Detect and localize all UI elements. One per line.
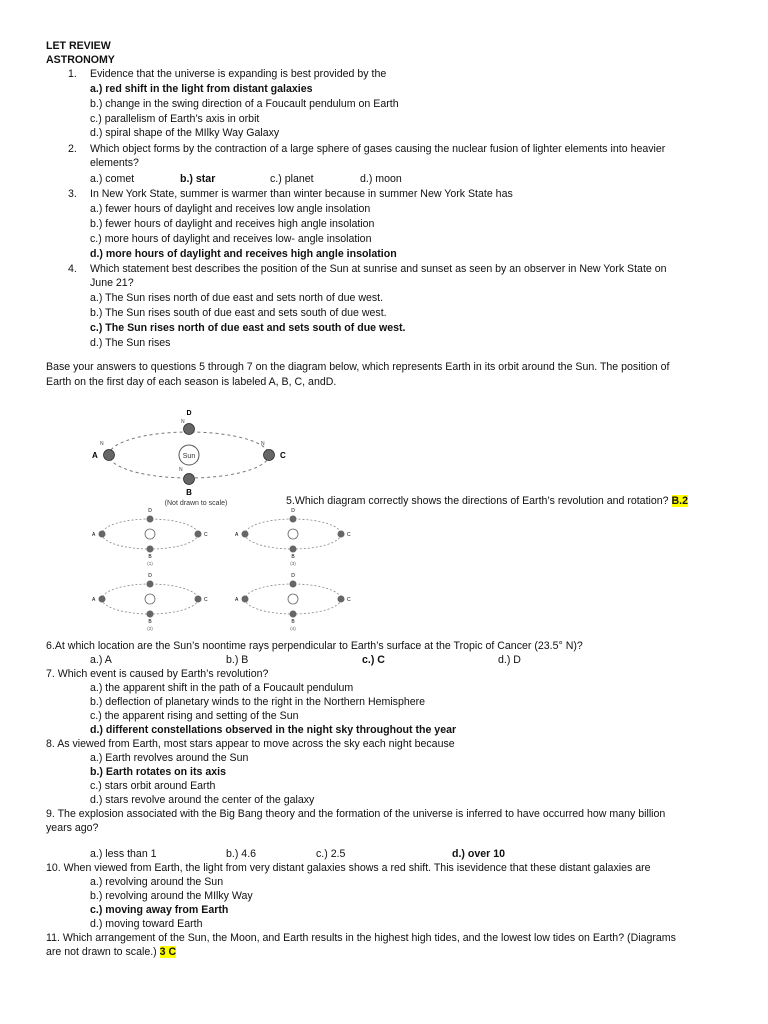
q9-stem: 9. The explosion associated with the Big Bang theory and the formation of the universe is inferred to have occurred how many billion xyxy=(46,808,666,820)
q8-option-d: d.) stars revolve around the center of the galaxy xyxy=(90,794,315,806)
option-diagram-2 xyxy=(90,570,220,632)
q3-option-c: c.) more hours of daylight and receives low- angle insolation xyxy=(90,233,372,245)
opt3-label-c: C xyxy=(347,532,351,538)
q3-stem: In New York State, summer is warmer than winter because in summer New York State has xyxy=(90,188,513,200)
opt1-label-c: C xyxy=(204,532,208,538)
opt3-number: (3) xyxy=(290,561,296,566)
earth-d-icon xyxy=(184,424,195,435)
opt2-label-d: D xyxy=(148,573,152,579)
q4-number: 4. xyxy=(68,263,77,275)
q10-option-d: d.) moving toward Earth xyxy=(90,918,203,930)
q6-option-b: b.) B xyxy=(226,654,249,666)
doc-title: LET REVIEW xyxy=(46,40,111,52)
q8-option-b: b.) Earth rotates on its axis xyxy=(90,766,226,778)
intro-line-1: Base your answers to questions 5 through 7 on the diagram below, which represents Earth in its orbit around the Sun. The position of xyxy=(46,361,670,373)
not-to-scale-note: (Not drawn to scale) xyxy=(164,500,228,507)
sun-label: Sun xyxy=(182,453,196,460)
orbit-diagram xyxy=(88,405,298,510)
q9-option-d: d.) over 10 xyxy=(452,848,505,860)
q2-option-a: a.) comet xyxy=(90,173,135,185)
opt3-label-b: B xyxy=(291,554,295,560)
label-n-c: N xyxy=(261,441,265,447)
label-b: B xyxy=(186,488,192,497)
q9-option-b: b.) 4.6 xyxy=(226,848,257,860)
q3-option-b: b.) fewer hours of daylight and receives high angle insolation xyxy=(90,218,375,230)
q5-answer: B.2 xyxy=(671,495,688,507)
opt2-label-b: B xyxy=(148,619,152,625)
q2-stem: Which object forms by the contraction of a large sphere of gases causing the nuclear fusion of lighter elements into heavier xyxy=(90,143,666,155)
q6-option-d: d.) D xyxy=(498,654,521,666)
q1-option-b: b.) change in the swing direction of a Foucault pendulum on Earth xyxy=(90,98,399,110)
q1-option-d: d.) spiral shape of the MIlky Way Galaxy xyxy=(90,127,280,139)
q6-option-c: c.) C xyxy=(362,654,385,666)
opt3-label-a: A xyxy=(235,532,239,538)
earth-a-icon xyxy=(104,450,115,461)
q8-option-a: a.) Earth revolves around the Sun xyxy=(90,752,249,764)
q11-answer: 3 C xyxy=(159,946,177,958)
q10-option-a: a.) revolving around the Sun xyxy=(90,876,224,888)
option-diagram-3 xyxy=(233,505,363,567)
q1-number: 1. xyxy=(68,68,77,80)
intro-line-2: Earth on the first day of each season is labeled A, B, C, andD. xyxy=(46,376,337,388)
label-a: A xyxy=(92,451,98,460)
earth-c-icon xyxy=(264,450,275,461)
q7-option-b: b.) deflection of planetary winds to the right in the Northern Hemisphere xyxy=(90,696,426,708)
opt2-label-c: C xyxy=(204,597,208,603)
opt1-label-a: A xyxy=(92,532,96,538)
opt1-label-d: D xyxy=(148,508,152,514)
label-n-b: N xyxy=(179,467,183,473)
q7-option-d: d.) different constellations observed in the night sky throughout the year xyxy=(90,724,457,736)
q3-option-d: d.) more hours of daylight and receives high angle insolation xyxy=(90,248,397,260)
opt1-label-b: B xyxy=(148,554,152,560)
label-n-a: N xyxy=(100,441,104,447)
q8-stem: 8. As viewed from Earth, most stars appear to move across the sky each night because xyxy=(46,738,455,750)
q8-option-c: c.) stars orbit around Earth xyxy=(90,780,216,792)
opt4-number: (4) xyxy=(290,626,296,631)
q6-option-a: a.) A xyxy=(90,654,112,666)
q4-stem: Which statement best describes the position of the Sun at sunrise and sunset as seen by an observer in New York State on xyxy=(90,263,667,275)
q7-stem: 7. Which event is caused by Earth’s revolution? xyxy=(46,668,269,680)
q3-number: 3. xyxy=(68,188,77,200)
q10-option-b: b.) revolving around the MIlky Way xyxy=(90,890,253,902)
q3-option-a: a.) fewer hours of daylight and receives low angle insolation xyxy=(90,203,371,215)
q9-option-c: c.) 2.5 xyxy=(316,848,346,860)
q5-text: 5.Which diagram correctly shows the directions of Earth’s revolution and rotation? xyxy=(286,495,669,507)
label-c: C xyxy=(280,451,286,460)
opt4-label-d: D xyxy=(291,573,295,579)
opt4-label-b: B xyxy=(291,619,295,625)
q4-option-d: d.) The Sun rises xyxy=(90,337,171,349)
q2-stem-cont: elements? xyxy=(90,157,139,169)
option-diagram-1 xyxy=(90,505,220,567)
opt2-label-a: A xyxy=(92,597,96,603)
opt4-label-a: A xyxy=(235,597,239,603)
q9-stem-cont: years ago? xyxy=(46,822,99,834)
q2-number: 2. xyxy=(68,143,77,155)
q1-option-a: a.) red shift in the light from distant galaxies xyxy=(90,83,313,95)
q10-stem: 10. When viewed from Earth, the light from very distant galaxies shows a red shift. This isevidence that these distant galaxies are xyxy=(46,862,651,874)
q11-stem: 11. Which arrangement of the Sun, the Moon, and Earth results in the highest high tides, and the lowest low tides on Earth? (Diagrams xyxy=(46,932,676,944)
q2-option-b: b.) star xyxy=(180,173,216,185)
q4-option-c: c.) The Sun rises north of due east and sets south of due west. xyxy=(90,322,406,334)
label-n-d: N xyxy=(181,419,185,425)
q10-option-c: c.) moving away from Earth xyxy=(90,904,229,916)
option-diagram-4 xyxy=(233,570,363,632)
q4-stem-cont: June 21? xyxy=(90,277,134,289)
opt2-number: (2) xyxy=(147,626,153,631)
q11-stem-cont xyxy=(46,946,176,959)
doc-subtitle: ASTRONOMY xyxy=(46,54,115,66)
opt3-label-d: D xyxy=(291,508,295,514)
q2-option-c: c.) planet xyxy=(270,173,314,185)
q4-option-a: a.) The Sun rises north of due east and sets north of due west. xyxy=(90,292,384,304)
q1-option-c: c.) parallelism of Earth’s axis in orbit xyxy=(90,113,260,125)
q11-stem-text: are not drawn to scale.) xyxy=(46,946,157,958)
q9-option-a: a.) less than 1 xyxy=(90,848,157,860)
opt4-label-c: C xyxy=(347,597,351,603)
earth-b-icon xyxy=(184,474,195,485)
q2-option-d: d.) moon xyxy=(360,173,402,185)
q6-stem: 6.At which location are the Sun’s noontime rays perpendicular to Earth’s surface at the Tropic of Cancer (23.5° N)? xyxy=(46,640,583,652)
q7-option-a: a.) the apparent shift in the path of a Foucault pendulum xyxy=(90,682,354,694)
q4-option-b: b.) The Sun rises south of due east and sets south of due west. xyxy=(90,307,387,319)
q1-stem: Evidence that the universe is expanding is best provided by the xyxy=(90,68,387,80)
opt1-number: (1) xyxy=(147,561,153,566)
label-d: D xyxy=(186,410,192,417)
q7-option-c: c.) the apparent rising and setting of the Sun xyxy=(90,710,299,722)
